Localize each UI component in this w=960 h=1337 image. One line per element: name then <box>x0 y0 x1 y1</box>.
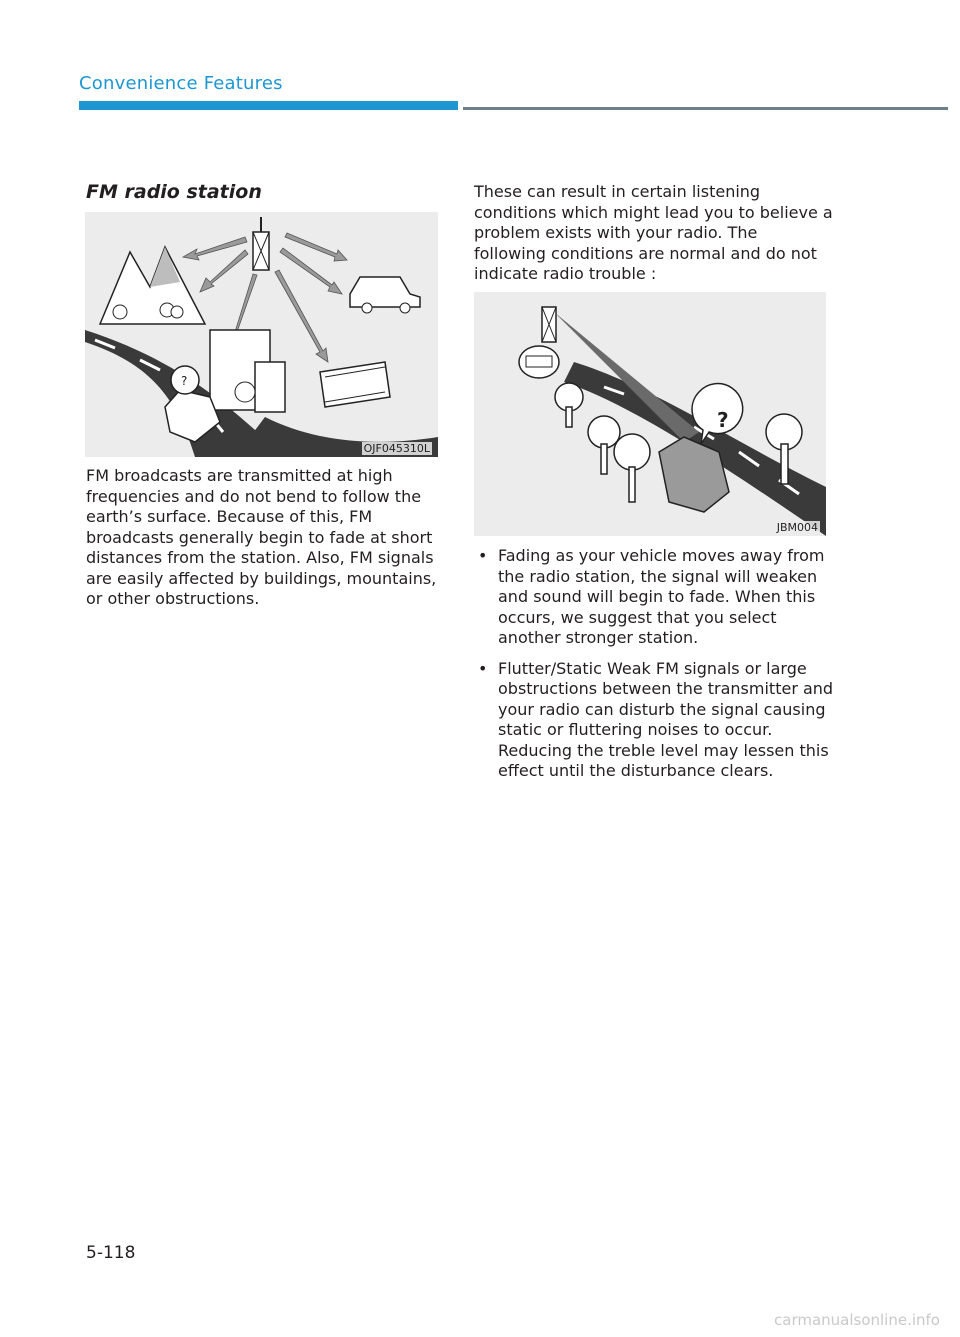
bullet-marker: • <box>478 658 488 678</box>
building-shape <box>255 362 285 412</box>
fm-broadcast-paragraph: FM broadcasts are transmitted at high frequencies and do not bend to follow the earth’s surface. Because of this, FM broadcasts generally begin to fade at short distances from the station. Also, FM signals are easily affected by buildings, mountains, or other obstructions. <box>86 466 437 608</box>
tunnel-shape <box>320 362 390 407</box>
fm-station-illustration <box>85 212 438 457</box>
section-title: Convenience Features <box>79 73 283 94</box>
intro-paragraph: These can result in certain listening conditions which might lead you to believe a problem exists with your radio. The following conditions are normal and do not indicate radio trouble : <box>474 182 833 283</box>
list-item <box>474 546 834 649</box>
list-item-text: Flutter/Static Weak FM signals or large obstructions between the transmitter and your radio can disturb the signal causing static or fluttering noises to occur. Reducing the treble level may lessen this effect until the disturbance clears. <box>498 658 834 780</box>
list-item <box>474 659 834 782</box>
car-shape <box>350 277 420 307</box>
figure-code: JBM004 <box>776 521 818 534</box>
heading-fm-radio-station: FM radio station <box>86 181 262 203</box>
bullet-marker: • <box>478 546 488 565</box>
header-rule <box>463 107 948 110</box>
page-number: 5-118 <box>86 1243 136 1263</box>
fading-drawing <box>474 292 826 536</box>
tree-shape <box>171 306 183 318</box>
tree-shape <box>235 382 255 402</box>
watermark: carmanualsonline.info <box>774 1311 940 1329</box>
wheel-shape <box>362 303 372 313</box>
bubble-text: ? <box>181 374 188 388</box>
radio-shape <box>526 356 552 367</box>
fading-illustration <box>474 292 826 536</box>
header-accent-rule <box>79 101 458 110</box>
fm-station-drawing <box>85 212 438 457</box>
figure-code: OJF045310L <box>363 442 430 455</box>
list-item-text: Fading as your vehicle moves away from the radio station, the signal will weaken and sound will begin to fade. When this occurs, we suggest that you select another stronger station. <box>498 546 825 647</box>
bubble-text: ? <box>717 408 729 432</box>
tree-shape <box>113 305 127 319</box>
wheel-shape <box>400 303 410 313</box>
conditions-list <box>474 546 834 792</box>
